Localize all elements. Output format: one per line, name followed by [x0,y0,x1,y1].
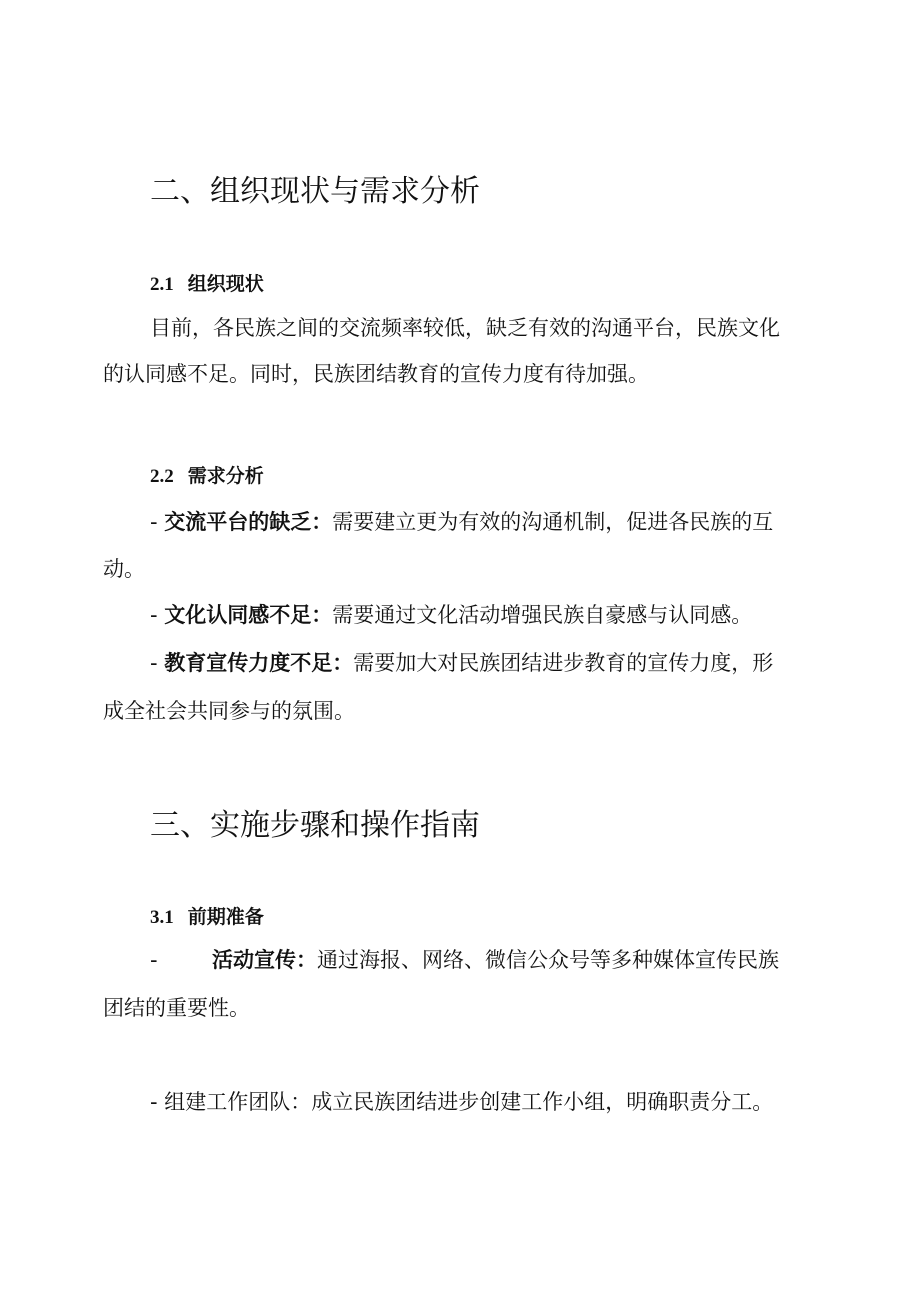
section-2-heading: 二、组织现状与需求分析 [150,174,480,209]
paragraph-line: 目前，各民族之间的交流频率较低，缺乏有效的沟通平台，民族文化 [150,316,780,340]
bullet-dash: - [150,1090,158,1114]
subsection-2-2-heading [150,461,264,488]
list-item [150,507,773,537]
list-item-label: 活动宣传： [212,948,317,972]
subsection-title: 需求分析 [187,465,264,487]
list-item-label: 文化认同感不足： [164,603,333,627]
list-item-text: 组建工作团队：成立民族团结进步创建工作小组，明确职责分工。 [164,1090,774,1114]
bullet-dash: - [150,948,158,972]
paragraph-line: 的认同感不足。同时，民族团结教育的宣传力度有待加强。 [103,362,649,386]
list-item-continuation: 动。 [103,557,145,581]
list-item-text: 需要通过文化活动增强民族自豪感与认同感。 [332,603,753,627]
list-item [150,1087,773,1117]
list-item-continuation: 团结的重要性。 [103,996,250,1020]
list-item-label: 交流平台的缺乏： [164,510,333,534]
bullet-dash: - [150,603,158,627]
bullet-dash: - [150,651,158,675]
subsection-number: 3.1 [150,907,174,928]
subsection-title: 前期准备 [187,906,264,928]
list-item-text: 需要加大对民族团结进步教育的宣传力度，形 [353,651,774,675]
subsection-number: 2.1 [150,274,174,295]
list-item-text: 通过海报、网络、微信公众号等多种媒体宣传民族 [317,948,779,972]
subsection-number: 2.2 [150,466,174,487]
section-3-heading: 三、实施步骤和操作指南 [150,808,480,843]
list-item-label: 教育宣传力度不足： [164,651,354,675]
list-item-text: 需要建立更为有效的沟通机制，促进各民族的互 [332,510,774,534]
list-item-continuation: 成全社会共同参与的氛围。 [103,699,355,723]
subsection-3-1-heading [150,902,264,929]
subsection-title: 组织现状 [187,273,264,295]
list-item [150,600,752,630]
list-item [150,648,773,678]
list-item [150,945,779,975]
bullet-dash: - [150,510,158,534]
subsection-2-1-heading [150,269,264,296]
